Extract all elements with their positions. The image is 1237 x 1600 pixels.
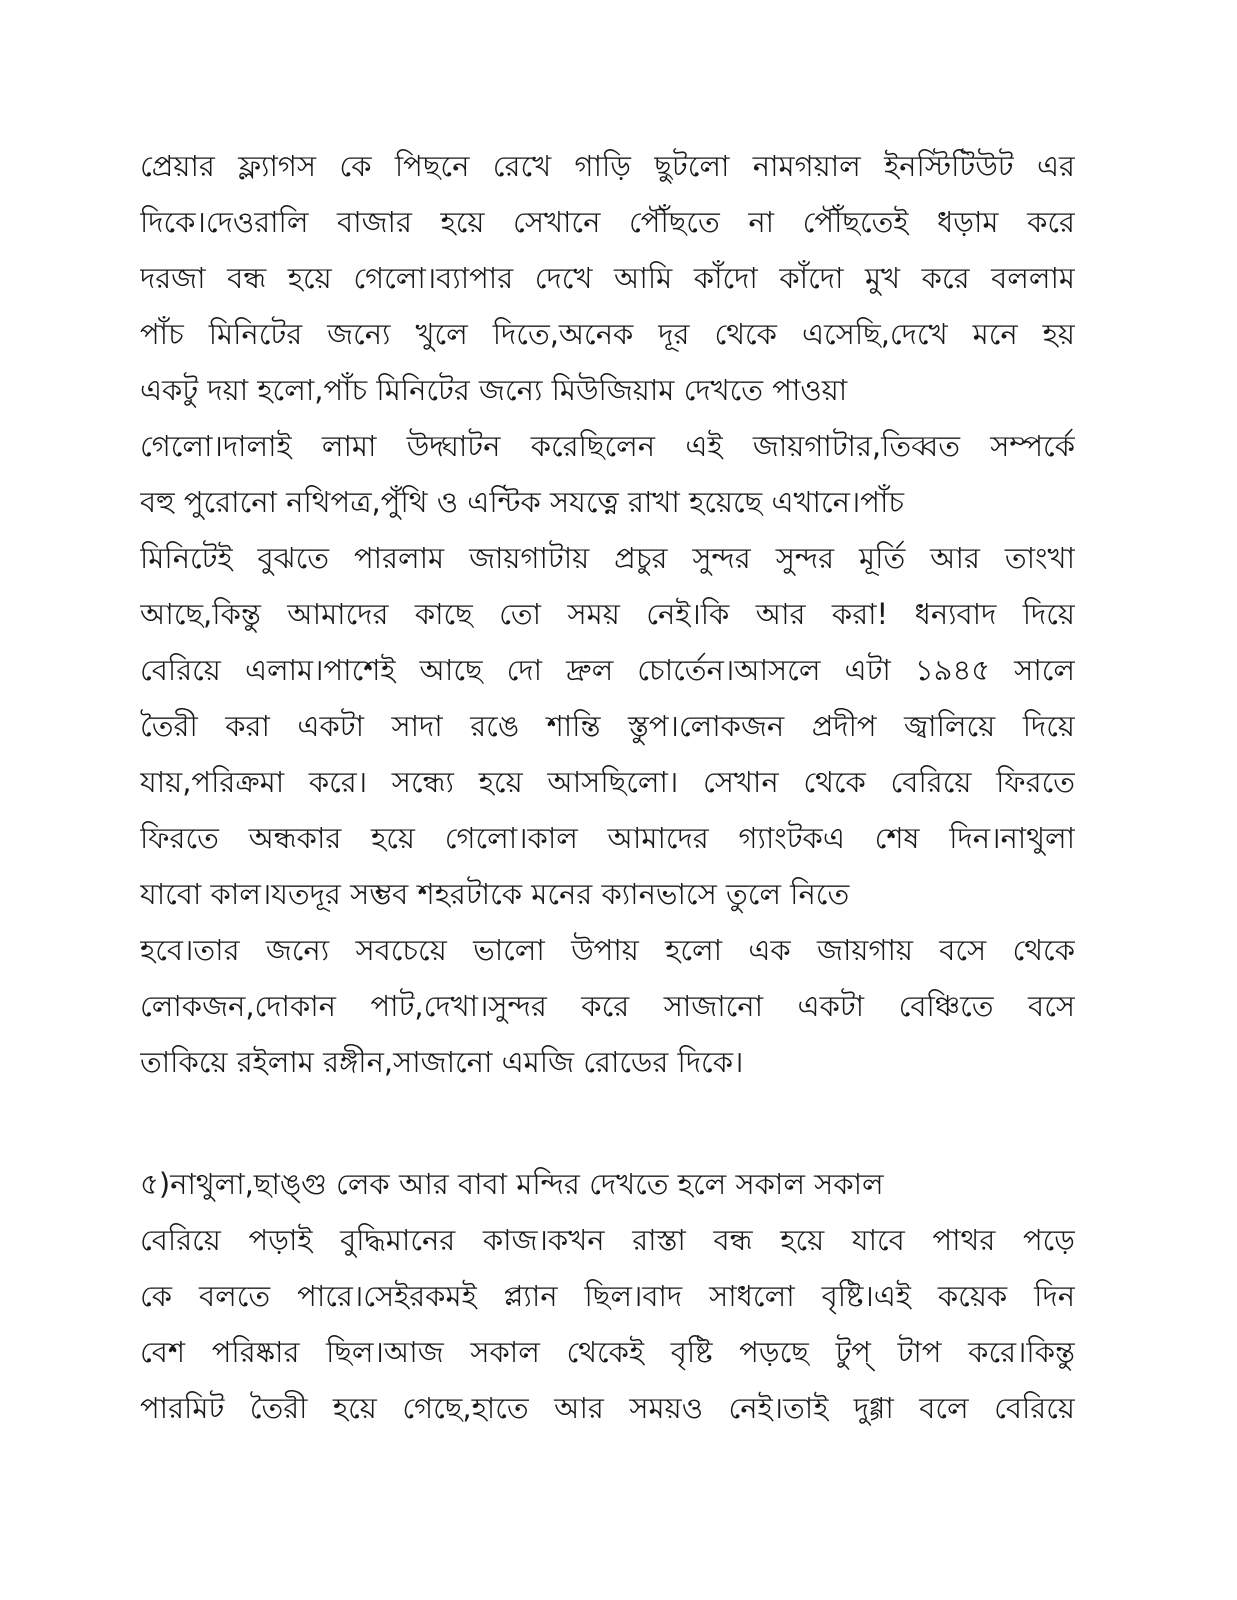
text-line: ৫)নাথুলা,ছাঙ্গু লেক আর বাবা মন্দির দেখতে হলে সকাল সকাল	[140, 1167, 884, 1201]
text-line: গেলো।দালাই লামা উদ্ঘাটন করেছিলেন এই জায়গাটার,তিব্বত সম্পর্কে	[140, 429, 1075, 463]
text-line: বেশ পরিষ্কার ছিল।আজ সকাল থেকেই বৃষ্টি পড়ছে টুপ্ টাপ করে।কিন্তু	[140, 1335, 1075, 1369]
text-line: কে বলতে পারে।সেইরকমই প্ল্যান ছিল।বাদ সাধলো বৃষ্টি।এই কয়েক দিন	[140, 1279, 1075, 1313]
text-line: আছে,কিন্তু আমাদের কাছে তো সময় নেই।কি আর করা! ধন্যবাদ দিয়ে	[140, 597, 1075, 631]
text-line: পারমিট তৈরী হয়ে গেছে,হাতে আর সময়ও নেই।তাই দুগ্গা বলে বেরিয়ে	[140, 1391, 1075, 1425]
text-line: প্রেয়ার ফ্ল্যাগস কে পিছনে রেখে গাড়ি ছুটলো নামগয়াল ইনস্টিটিউট এর	[140, 149, 1075, 183]
text-line: যায়,পরিক্রমা করে। সন্ধ্যে হয়ে আসছিলো। সেখান থেকে বেরিয়ে ফিরতে	[140, 765, 1075, 799]
text-line: ফিরতে অন্ধকার হয়ে গেলো।কাল আমাদের গ্যাংটকএ শেষ দিন।নাথুলা	[140, 821, 1075, 855]
text-line: পাঁচ মিনিটের জন্যে খুলে দিতে,অনেক দূর থেকে এসেছি,দেখে মনে হয়	[140, 317, 1075, 351]
paragraph-2	[140, 1156, 1075, 1436]
text-line: দিকে।দেওরালি বাজার হয়ে সেখানে পৌঁছতে না পৌঁছতেই ধড়াম করে	[140, 205, 1075, 239]
paragraph-1	[140, 138, 1075, 1090]
text-line: মিনিটেই বুঝতে পারলাম জায়গাটায় প্রচুর সুন্দর সুন্দর মূর্তি আর তাংখা	[140, 541, 1075, 575]
text-line: দরজা বন্ধ হয়ে গেলো।ব্যাপার দেখে আমি কাঁদো কাঁদো মুখ করে বললাম	[140, 261, 1075, 295]
text-line: বহু পুরোনো নথিপত্র,পুঁথি ও এন্টিক সযত্নে রাখা হয়েছে এখানে।পাঁচ	[140, 485, 905, 519]
text-line: একটু দয়া হলো,পাঁচ মিনিটের জন্যে মিউজিয়াম দেখতে পাওয়া	[140, 373, 848, 407]
text-line: বেরিয়ে এলাম।পাশেই আছে দো দ্রুল চোর্তেন।আসলে এটা ১৯৪৫ সালে	[140, 653, 1075, 687]
text-line: হবে।তার জন্যে সবচেয়ে ভালো উপায় হলো এক জায়গায় বসে থেকে	[140, 933, 1075, 967]
text-line: বেরিয়ে পড়াই বুদ্ধিমানের কাজ।কখন রাস্তা বন্ধ হয়ে যাবে পাথর পড়ে	[140, 1223, 1075, 1257]
text-line: লোকজন,দোকান পাট,দেখা।সুন্দর করে সাজানো একটা বেঞ্চিতে বসে	[140, 989, 1075, 1023]
text-line: তৈরী করা একটা সাদা রঙে শান্তি স্তুপ।লোকজন প্রদীপ জ্বালিয়ে দিয়ে	[140, 709, 1075, 743]
text-line: তাকিয়ে রইলাম রঙ্গীন,সাজানো এমজি রোডের দিকে।	[140, 1045, 744, 1079]
text-line: যাবো কাল।যতদূর সম্ভব শহরটাকে মনের ক্যানভাসে তুলে নিতে	[140, 877, 850, 911]
